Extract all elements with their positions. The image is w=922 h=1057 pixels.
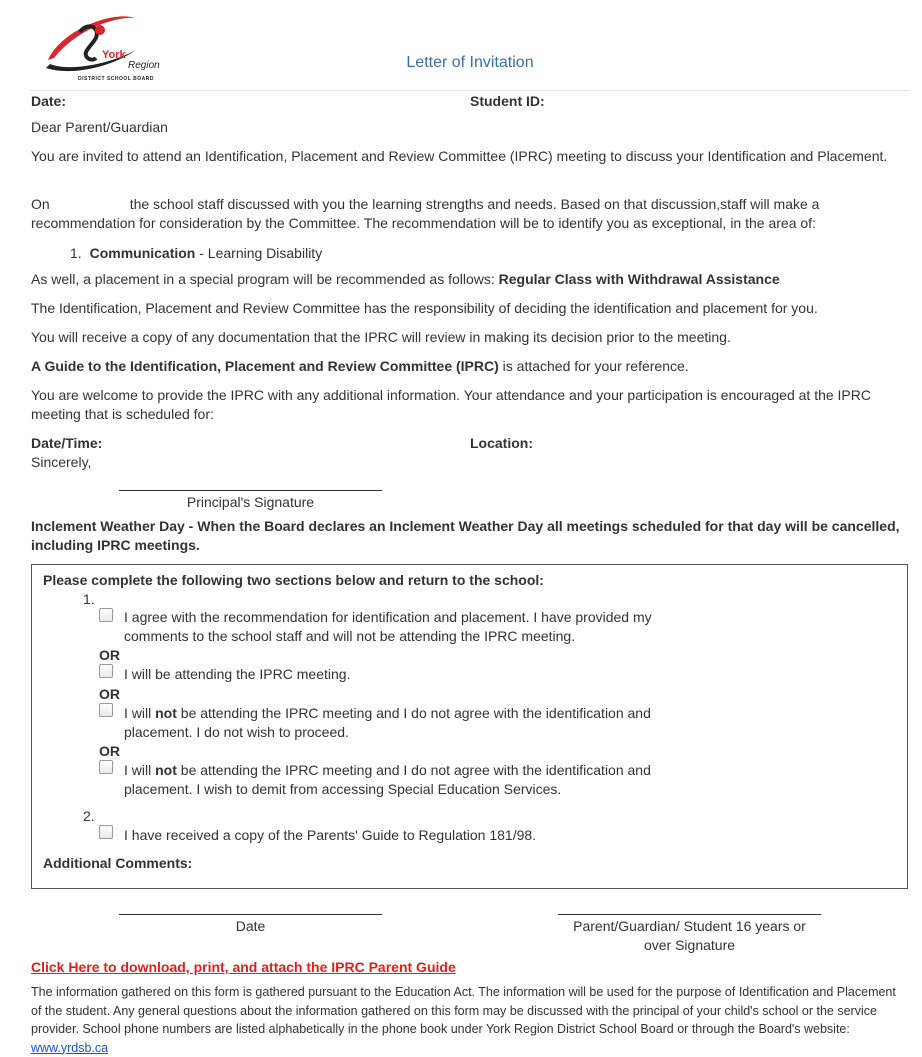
not-emphasis: not <box>155 705 177 721</box>
logo-board: DISTRICT SCHOOL BOARD <box>78 76 154 82</box>
option-text: I will <box>124 705 156 721</box>
placement-paragraph <box>31 270 903 289</box>
datetime-label: Date/Time: <box>31 435 103 451</box>
page-title: Letter of Invitation <box>406 54 534 71</box>
option-text: be attending the IPRC meeting and I do not agree with the identification and <box>176 705 651 721</box>
not-proceed-option-line2: placement. I do not wish to proceed. <box>124 724 349 740</box>
agree-option-line2: comments to the school staff and will not be attending the IPRC meeting. <box>124 628 576 644</box>
committee-paragraph: The Identification, Placement and Review Committee has the responsibility of deciding the identification and placement for you. <box>31 300 818 316</box>
download-guide-link[interactable]: Click Here to download, print, and attach the IPRC Parent Guide <box>31 959 456 975</box>
or-separator: OR <box>99 647 120 663</box>
footer-text: The information gathered on this form is gathered pursuant to the Education Act. The information will be used for the purpose of Identification and Placement of the student. Any general questions about the information gathered on this form may be discussed with the principal of your child's school or the service provider. School phone numbers are listed alphabetically in the phone book under York Region District School Board or through the Board's website: <box>31 985 896 1036</box>
welcome-paragraph: You are welcome to provide the IPRC with any additional information. Your attendance and your participation is encouraged at the IPRC meeting that is scheduled for: <box>31 387 871 422</box>
additional-comments-label: Additional Comments: <box>43 855 193 871</box>
not-proceed-checkbox[interactable] <box>99 703 113 717</box>
not-proceed-option-line1 <box>124 704 651 723</box>
guide-paragraph <box>31 357 903 376</box>
logo-york: York <box>102 49 126 61</box>
invitation-paragraph: You are invited to attend an Identification, Placement and Review Committee (IPRC) meeting to discuss your Identification and Placement. <box>31 148 888 164</box>
salutation: Dear Parent/Guardian <box>31 119 168 135</box>
logo-region: Region <box>128 60 160 71</box>
discussion-paragraph <box>31 195 903 233</box>
placement-text: As well, a placement in a special program will be recommended as follows: <box>31 271 499 287</box>
demit-checkbox[interactable] <box>99 760 113 774</box>
option-text: I will <box>124 762 156 778</box>
download-guide-link-wrap <box>31 958 456 977</box>
documentation-paragraph: You will receive a copy of any documentation that the IPRC will review in making its decision prior to the meeting. <box>31 329 731 345</box>
list-number: 1. <box>70 245 82 261</box>
agree-option-line1: I agree with the recommendation for identification and placement. I have provided my <box>124 609 652 625</box>
or-separator: OR <box>99 743 120 759</box>
discussion-text: the school staff discussed with you the learning strengths and needs. Based on that discussion,staff will make a recommendation for consideration by the Committee. The recommendation will be to identify you as exceptional, in the area of: <box>31 196 820 231</box>
form-heading: Please complete the following two sections below and return to the school: <box>43 572 544 588</box>
principal-signature-line <box>119 490 382 491</box>
parent-signature-label-line1: Parent/Guardian/ Student 16 years or <box>573 918 806 934</box>
student-id-label: Student ID: <box>470 93 545 109</box>
exceptionality-category: Communication <box>89 245 196 261</box>
on-word: On <box>31 196 50 212</box>
received-guide-option: I have received a copy of the Parents' Guide to Regulation 181/98. <box>124 827 537 843</box>
privacy-footer <box>31 983 901 1057</box>
exceptionality-list-item <box>70 244 322 263</box>
closing: Sincerely, <box>31 454 92 470</box>
location-label: Location: <box>470 435 533 451</box>
section-2-number: 2. <box>83 808 95 824</box>
or-separator: OR <box>99 686 120 702</box>
date-label: Date: <box>31 93 67 109</box>
attending-checkbox[interactable] <box>99 664 113 678</box>
option-text: be attending the IPRC meeting and I do not agree with the identification and <box>176 762 651 778</box>
demit-option-line2: placement. I wish to demit from accessing Special Education Services. <box>124 781 562 797</box>
date-signature-label: Date <box>235 918 266 934</box>
not-emphasis: not <box>155 762 177 778</box>
date-signature-line <box>119 914 382 915</box>
demit-option-line1 <box>124 761 651 780</box>
section-1-number: 1. <box>83 591 95 607</box>
received-guide-checkbox[interactable] <box>99 825 113 839</box>
header-divider <box>30 90 910 91</box>
inclement-weather-notice: Inclement Weather Day - When the Board declares an Inclement Weather Day all meetings scheduled for that day will be cancelled, including IPRC meetings. <box>31 518 900 553</box>
exceptionality-type: - Learning Disability <box>195 245 323 261</box>
guide-text: is attached for your reference. <box>498 358 689 374</box>
board-website-link[interactable]: www.yrdsb.ca <box>31 1040 109 1055</box>
guide-title: A Guide to the Identification, Placement and Review Committee (IPRC) <box>31 358 499 374</box>
principal-signature-label: Principal's Signature <box>186 494 315 510</box>
parent-signature-label-line2: over Signature <box>643 937 736 953</box>
placement-value: Regular Class with Withdrawal Assistance <box>498 271 780 287</box>
parent-signature-line <box>558 914 821 915</box>
attending-option: I will be attending the IPRC meeting. <box>124 666 351 682</box>
agree-checkbox[interactable] <box>99 608 113 622</box>
